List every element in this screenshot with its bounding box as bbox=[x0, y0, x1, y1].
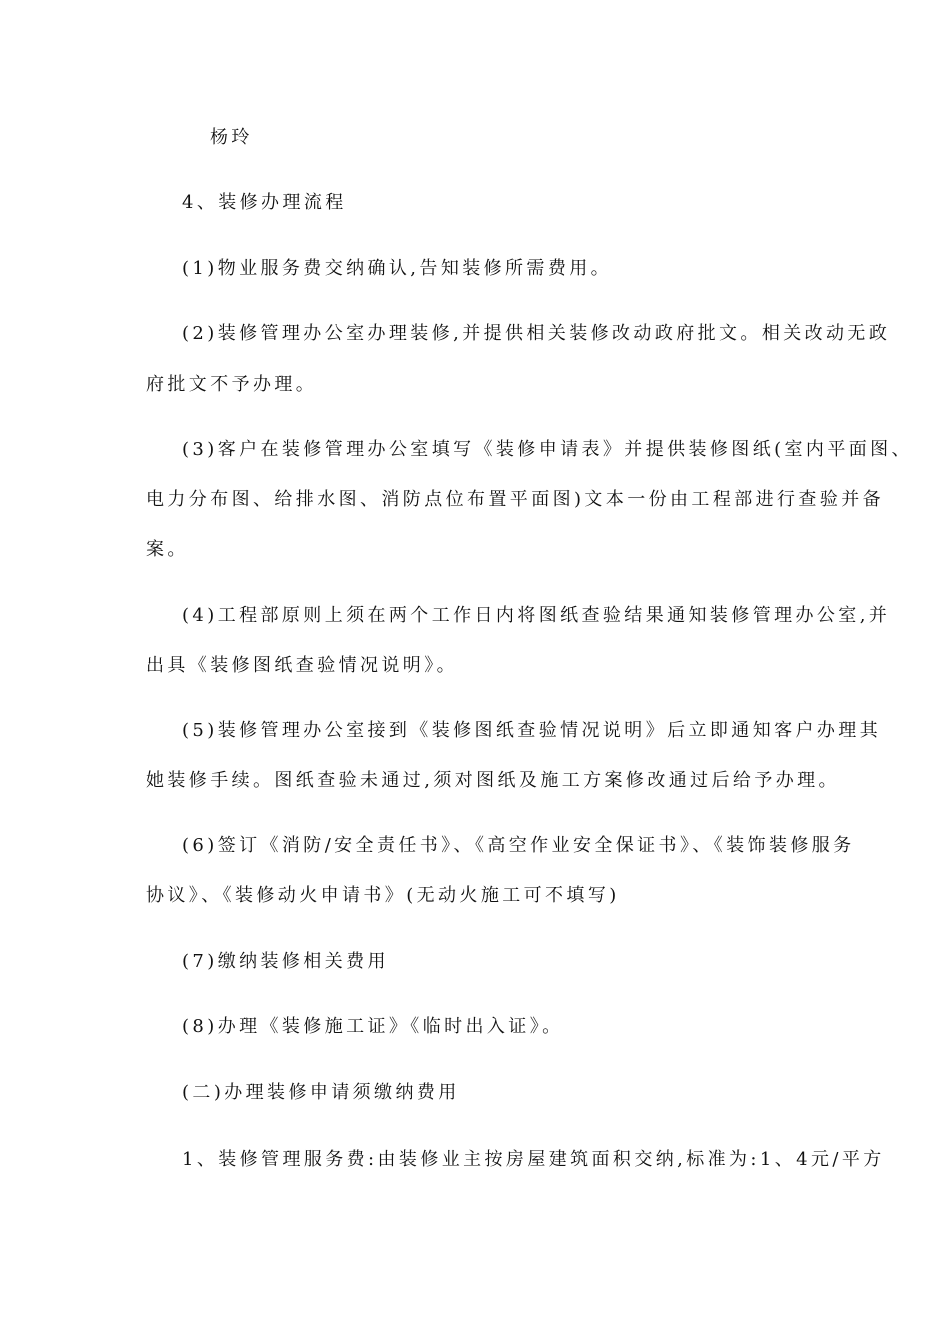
step-5-line-1: (5)装修管理办公室接到《装修图纸查验情况说明》后立即通知客户办理其 bbox=[182, 720, 882, 741]
step-4-line-2: 出具《装修图纸查验情况说明》。 bbox=[146, 655, 458, 676]
step-3-line-2: 电力分布图、给排水图、消防点位布置平面图)文本一份由工程部进行查验并备 bbox=[146, 489, 885, 510]
step-6-line-2: 协议》、《装修动火申请书》(无动火施工可不填写) bbox=[146, 885, 620, 906]
section-heading: 4、装修办理流程 bbox=[182, 192, 347, 213]
author-name: 杨玲 bbox=[210, 127, 253, 148]
step-3-line-3: 案。 bbox=[146, 539, 189, 560]
step-5-line-2: 她装修手续。图纸查验未通过,须对图纸及施工方案修改通过后给予办理。 bbox=[146, 770, 840, 791]
section-2-heading: (二)办理装修申请须缴纳费用 bbox=[182, 1082, 460, 1103]
step-7-line-1: (7)缴纳装修相关费用 bbox=[182, 951, 389, 972]
fee-item-line: 1、装修管理服务费:由装修业主按房屋建筑面积交纳,标准为:1、4元/平方 bbox=[182, 1149, 885, 1170]
step-8-line-1: (8)办理《装修施工证》《临时出入证》。 bbox=[182, 1016, 564, 1037]
step-4-line-1: (4)工程部原则上须在两个工作日内将图纸查验结果通知装修管理办公室,并 bbox=[182, 605, 891, 626]
step-2-line-2: 府批文不予办理。 bbox=[146, 374, 318, 395]
step-6-line-1: (6)签订《消防/安全责任书》、《高空作业安全保证书》、《装饰装修服务 bbox=[182, 835, 855, 856]
step-3-line-1: (3)客户在装修管理办公室填写《装修申请表》并提供装修图纸(室内平面图、 bbox=[182, 439, 913, 460]
step-1-line-1: (1)物业服务费交纳确认,告知装修所需费用。 bbox=[182, 258, 613, 279]
step-2-line-1: (2)装修管理办公室办理装修,并提供相关装修改动政府批文。相关改动无政 bbox=[182, 323, 891, 344]
